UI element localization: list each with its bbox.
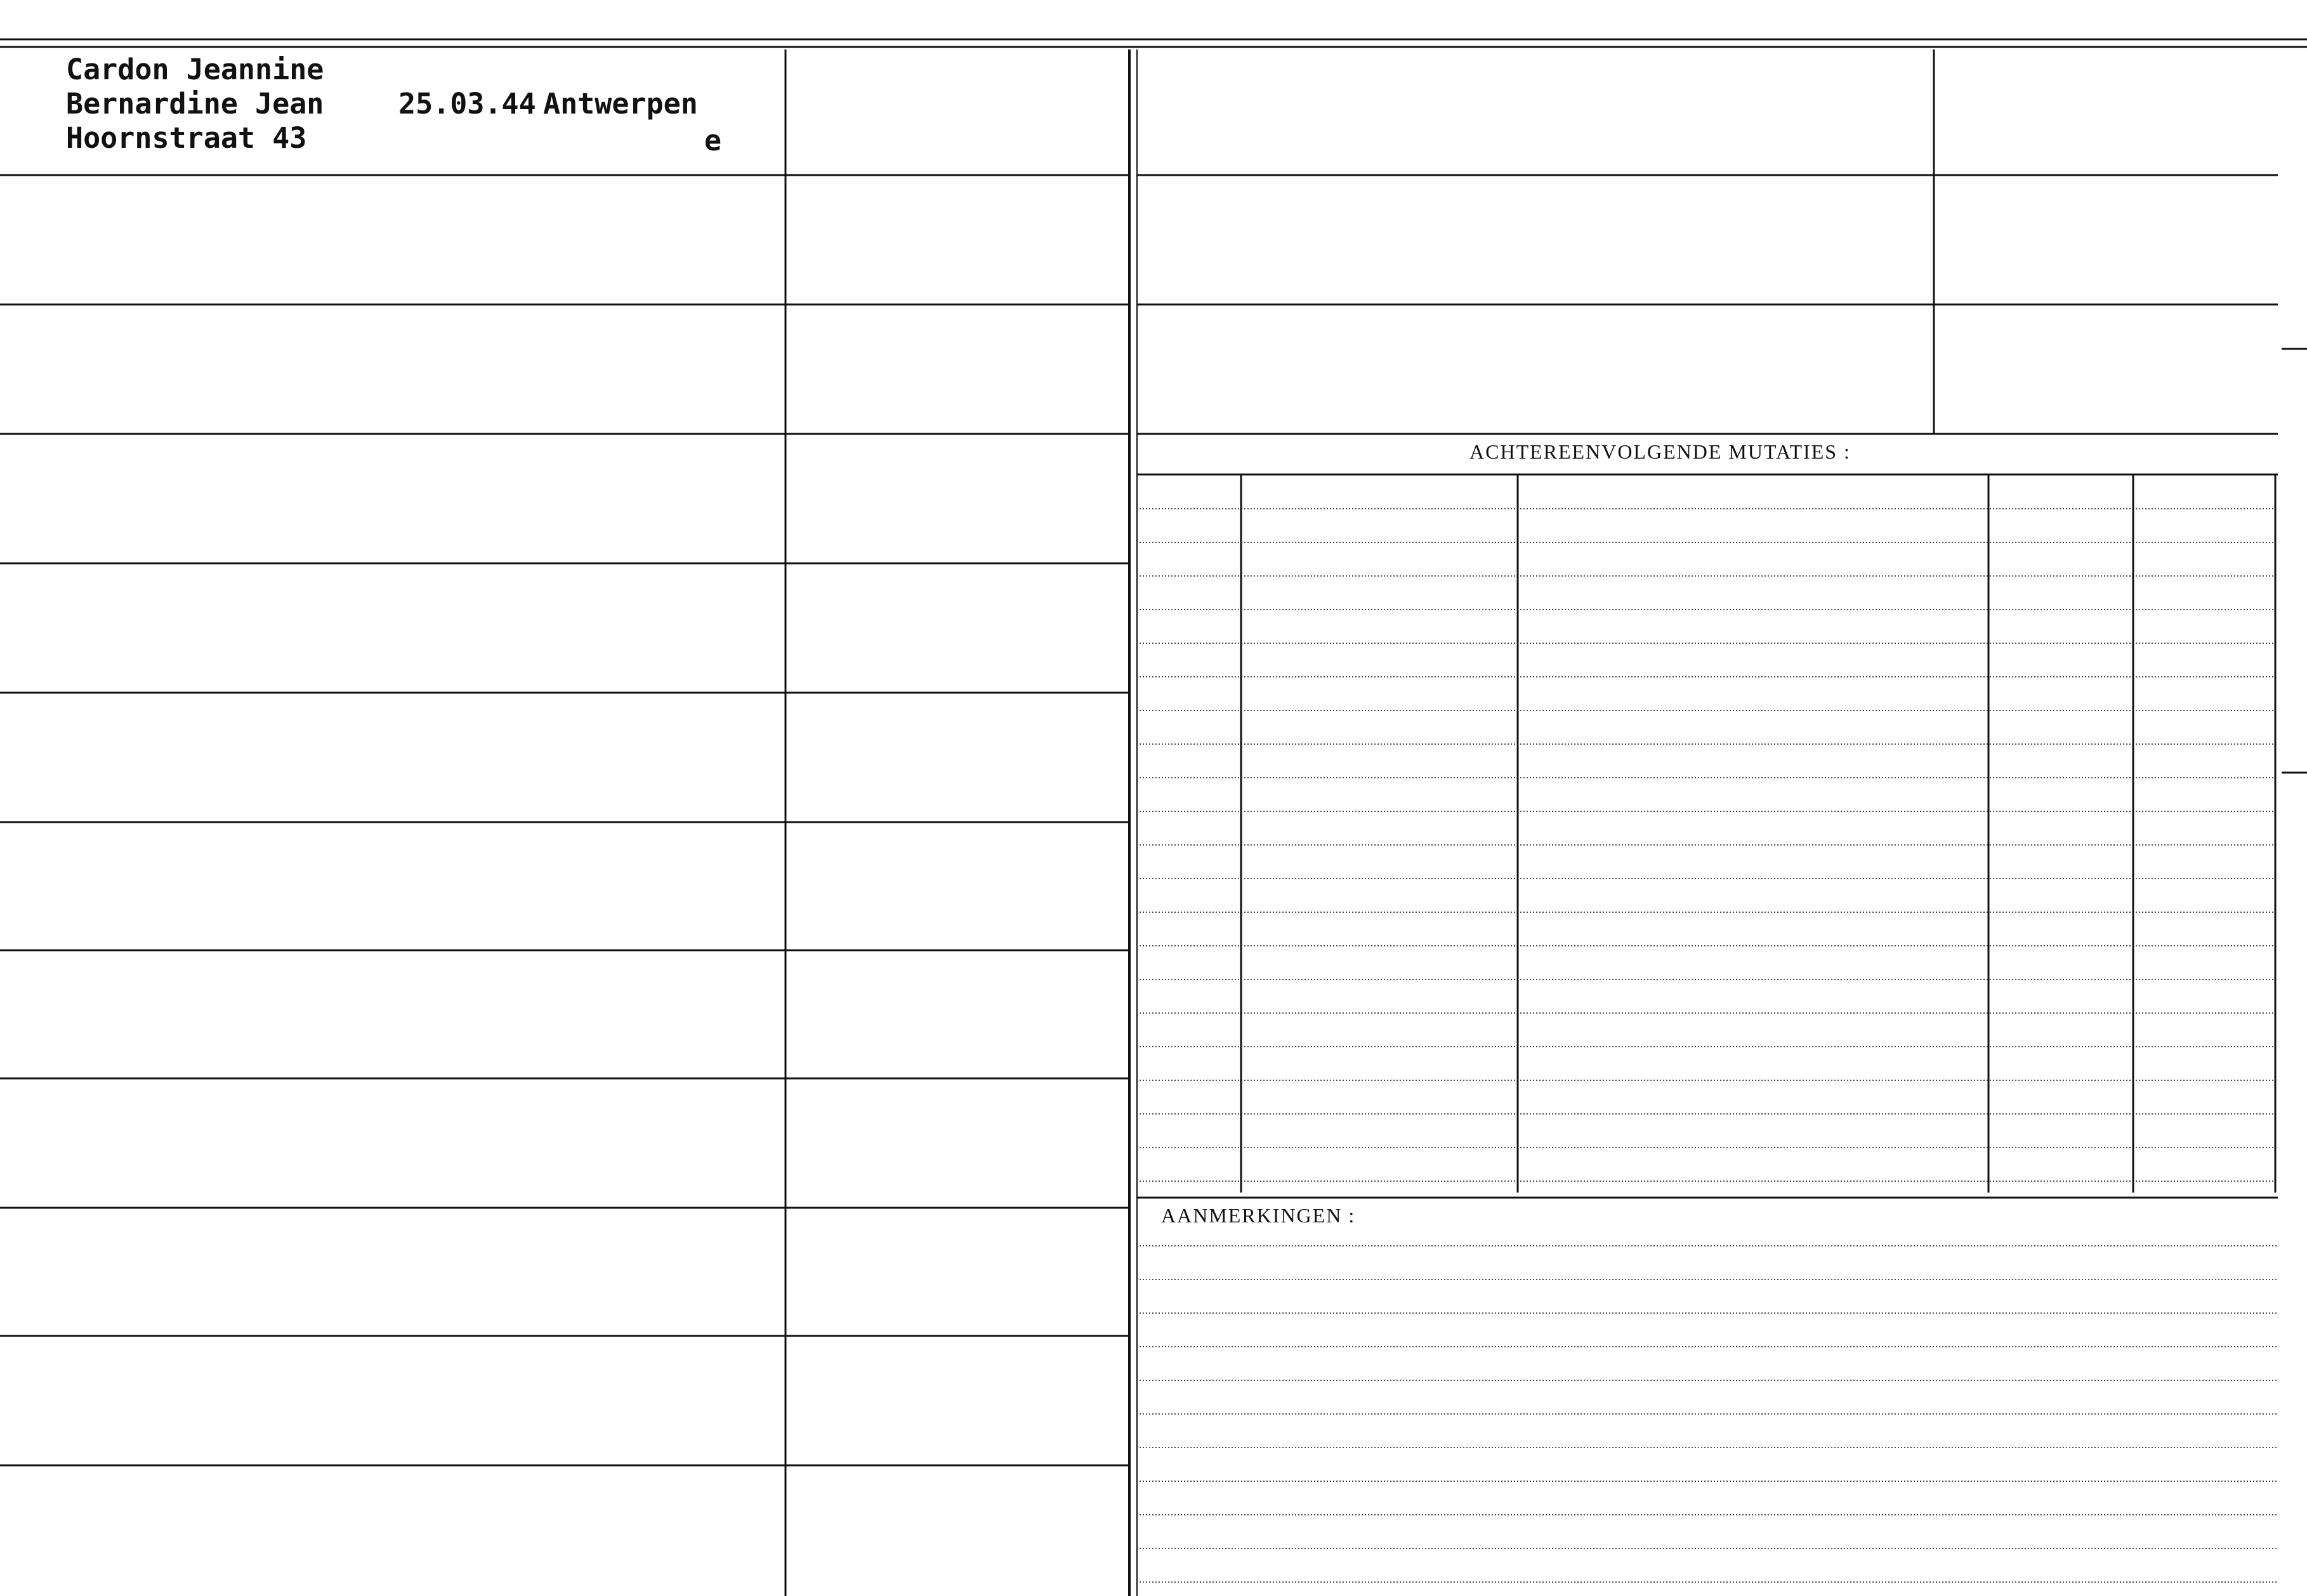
birth-place: Antwerpen <box>543 87 698 121</box>
mutations-heading: ACHTEREENVOLGENDE MUTATIES : <box>1469 440 1851 463</box>
address: Hoornstraat 43 <box>66 121 307 155</box>
typed-mark: e <box>704 124 722 157</box>
remarks-heading: AANMERKINGEN : <box>1161 1204 1356 1227</box>
name-line-1: Cardon Jeannine <box>66 53 324 86</box>
birth-date: 25.03.44 <box>398 87 536 121</box>
name-line-2: Bernardine Jean <box>66 87 324 121</box>
